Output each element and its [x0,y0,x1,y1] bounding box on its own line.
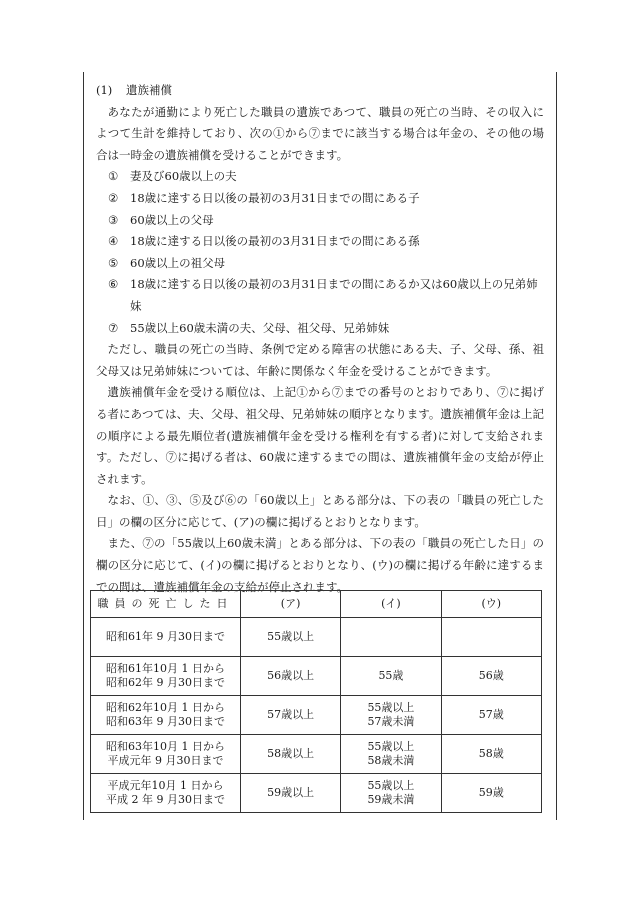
date-line-2: 平成元年 9 月30日まで [107,754,224,767]
date-line-2: 昭和62年 9 月30日まで [105,676,225,689]
cell-b [341,618,441,657]
left-border-line [83,72,84,820]
table-row [91,696,542,735]
item-marker: ① [108,169,119,184]
paragraph-disability: ただし、職員の死亡の当時、条例で定める障害の状態にある夫、子、父母、孫、祖父母又は兄弟姉妹については、年齢に関係なく年金を受けることができます。 [96,342,544,378]
cell-date [91,696,241,735]
cell-a: 55歳以上 [240,618,340,657]
paragraph-order: 遺族補償年金を受ける順位は、上記①から⑦までの番号のとおりであり、⑦に掲げる者にあつては、夫、父母、祖父母、兄弟姉妹の順序となります。遺族補償年金は上記の順序による最先順位者(遺族補償年金を受ける権利を有する者)に対して支給されます。ただし、⑦に掲げる者は、60歳に達するまでの間は、遺族補償年金の支給が停止されます。 [96,385,544,486]
intro-paragraph: あなたが通勤により死亡した職員の遺族であつて、職員の死亡の当時、その収入によつて生計を維持しており、次の①から⑦までに該当する場合は年金の、その他の場合は一時金の遺族補償を受けることができます。 [96,104,544,162]
list-item [96,274,544,317]
cell-c: 57歳 [441,696,541,735]
cell-b [341,696,441,735]
list-item [96,231,544,253]
list-item [96,253,544,275]
section-title: 遺族補償 [126,83,172,97]
cell-b-line-1: 55歳以上 [367,779,415,792]
item-text: 18歳に達する日以後の最初の3月31日までの間にあるか又は60歳以上の兄弟姉妹 [130,277,538,313]
paragraph-note-a: なお、①、③、⑤及び⑥の「60歳以上」とある部分は、下の表の「職員の死亡した日」の欄の区分に応じて、(ア)の欄に掲げるとおりとなります。 [96,493,544,529]
cell-a: 56歳以上 [240,657,340,696]
date-line-1: 平成元年10月 1 日から [107,779,224,792]
item-marker: ③ [108,212,119,227]
cell-c: 58歳 [441,735,541,774]
table-header-row [91,591,542,618]
item-marker: ④ [108,234,119,249]
list-item [96,166,544,188]
item-text: 60歳以上の父母 [130,212,214,227]
date-line-1: 昭和62年10月 1 日から [105,701,225,714]
header-death-date: 職員の死亡した日 [91,591,241,618]
table-row [91,657,542,696]
table-row [91,774,542,813]
date-line-1: 昭和61年 9 月30日まで [105,630,225,643]
list-item [96,210,544,232]
item-marker: ⑤ [108,255,119,270]
age-table [90,590,542,813]
cell-date [91,657,241,696]
cell-b-line-2: 57歳未満 [367,715,415,728]
header-a: (ア) [240,591,340,618]
date-line-1: 昭和63年10月 1 日から [105,740,225,753]
cell-b-line-1: 55歳以上 [367,701,415,714]
item-text: 18歳に達する日以後の最初の3月31日までの間にある子 [130,190,420,205]
cell-c: 59歳 [441,774,541,813]
list-item [96,188,544,210]
item-text: 55歳以上60歳未満の夫、父母、祖父母、兄弟姉妹 [130,320,390,335]
list-item [96,318,544,340]
item-marker: ② [108,190,119,205]
cell-a: 59歳以上 [240,774,340,813]
cell-date [91,735,241,774]
cell-b [341,774,441,813]
cell-b-line-1: 55歳 [378,669,404,682]
document-body [96,80,544,598]
cell-a: 57歳以上 [240,696,340,735]
item-marker: ⑦ [108,320,119,335]
date-line-1: 昭和61年10月 1 日から [105,662,225,675]
cell-b-line-1: 55歳以上 [367,740,415,753]
cell-b-line-2: 58歳未満 [367,754,415,767]
table-row [91,618,542,657]
table-row [91,735,542,774]
cell-c [441,618,541,657]
cell-a: 58歳以上 [240,735,340,774]
header-b: (イ) [341,591,441,618]
date-line-2: 昭和63年 9 月30日まで [105,715,225,728]
cell-b-line-2: 59歳未満 [367,793,415,806]
item-text: 60歳以上の祖父母 [130,255,226,270]
section-number: (1) [96,83,113,97]
date-line-2: 平成 2 年 9 月30日まで [105,793,225,806]
cell-b [341,657,441,696]
item-marker: ⑥ [108,277,119,292]
right-border-line [556,72,557,820]
cell-c: 56歳 [441,657,541,696]
item-text: 18歳に達する日以後の最初の3月31日までの間にある孫 [130,234,420,249]
cell-date [91,618,241,657]
header-c: (ウ) [441,591,541,618]
cell-date [91,774,241,813]
paragraph-note-b: また、⑦の「55歳以上60歳未満」とある部分は、下の表の「職員の死亡した日」の欄の区分に応じて、(イ)の欄に掲げるとおりとなり、(ウ)の欄に掲げる年齢に達するまでの間は、遺族補償年金の支給が停止されます。 [96,536,544,594]
cell-b [341,735,441,774]
section-heading [96,80,544,102]
item-text: 妻及び60歳以上の夫 [130,169,237,184]
